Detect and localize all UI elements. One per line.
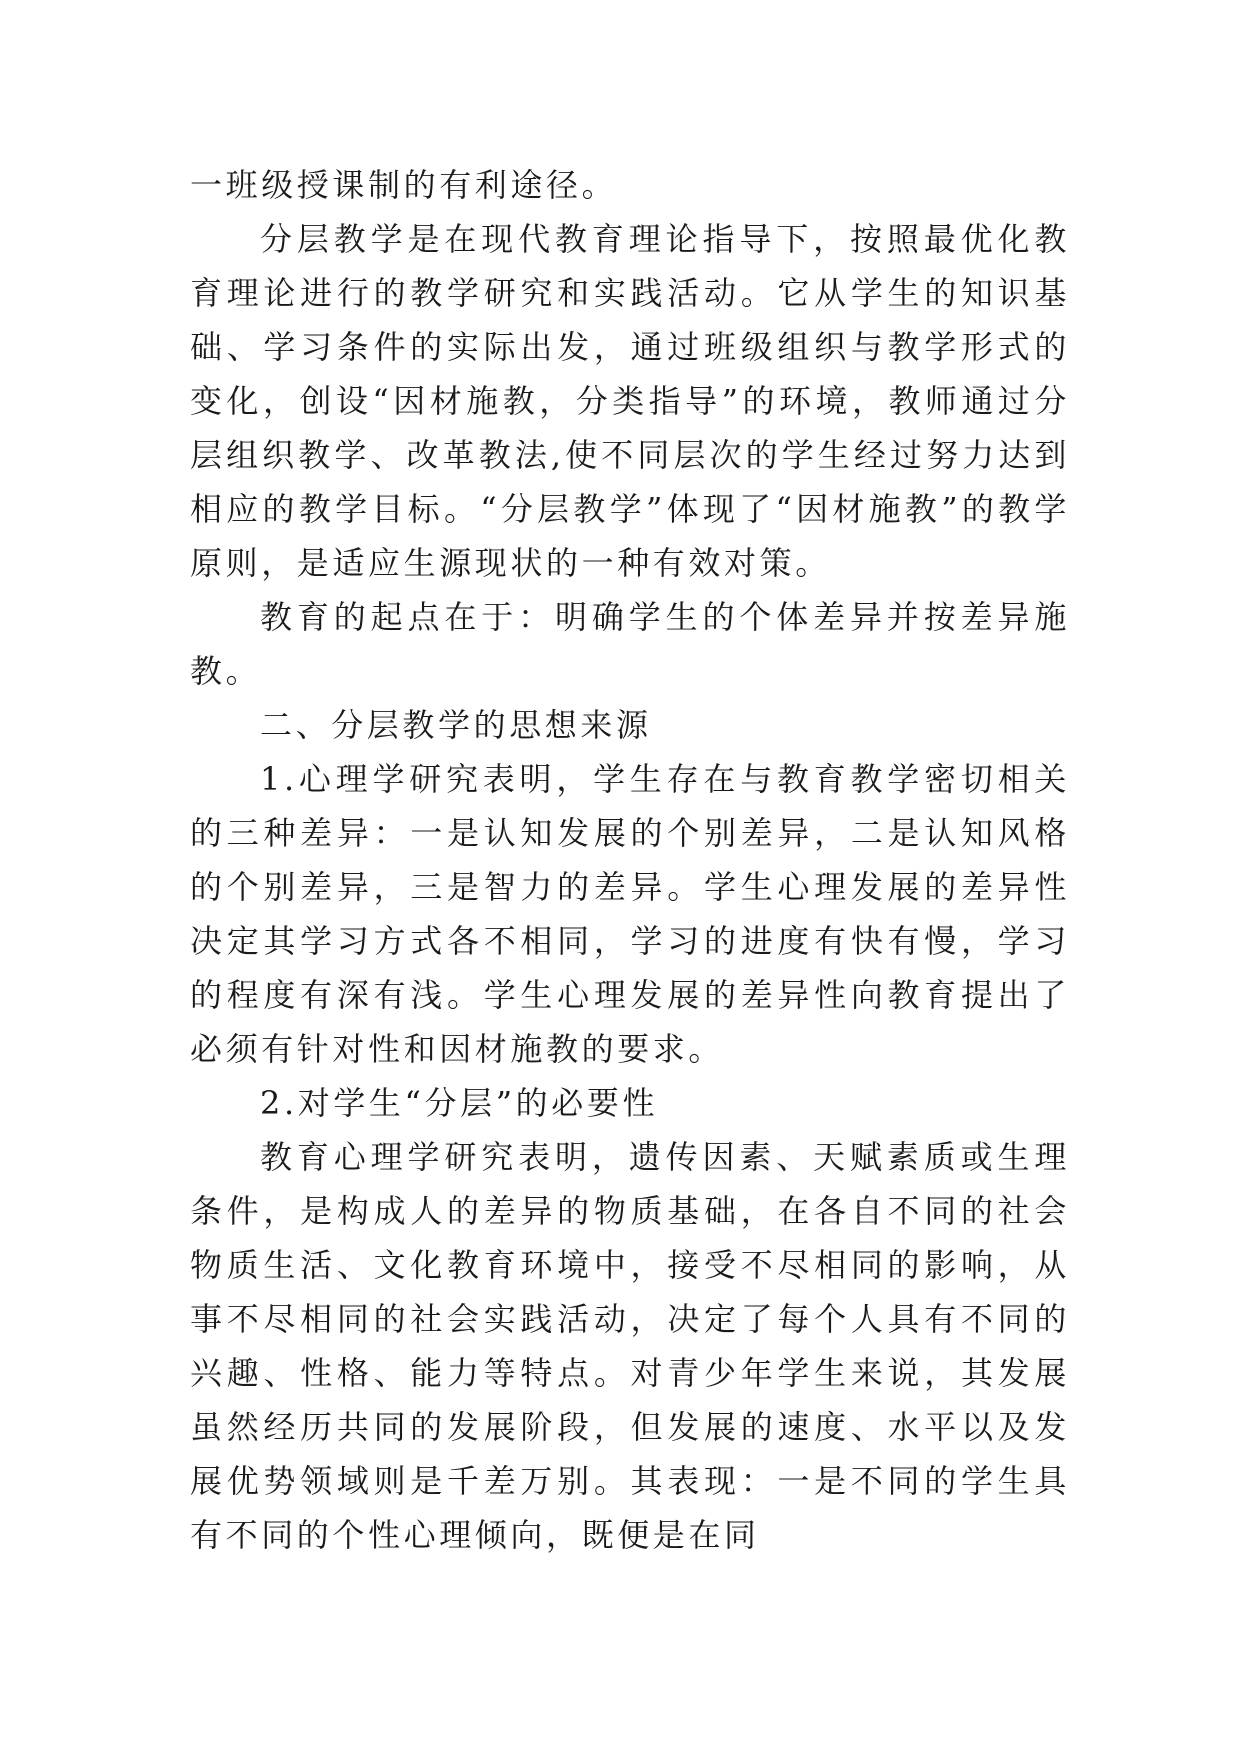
document-body [190,158,1070,1562]
paragraph-starting-point: 教育的起点在于：明确学生的个体差异并按差异施教。 [190,598,1070,690]
paragraph-educational-psychology: 教育心理学研究表明，遗传因素、天赋素质或生理条件，是构成人的差异的物质基础，在各自不同的社会物质生活、文化教育环境中，接受不尽相同的影响，从事不尽相同的社会实践活动，决定了每个人具有不同的兴趣、性格、能力等特点。对青少年学生来说，其发展虽然经历共同的发展阶段，但发展的速度、水平以及发展优势领域则是千差万别。其表现：一是不同的学生具有不同的个性心理倾向，既便是在同 [190,1138,1070,1554]
paragraph-definition: 分层教学是在现代教育理论指导下，按照最优化教育理论进行的教学研究和实践活动。它从学生的知识基础、学习条件的实际出发，通过班级组织与教学形式的变化，创设“因材施教，分类指导”的环境，教师通过分层组织教学、改革教法,使不同层次的学生经过努力达到相应的教学目标。“分层教学”体现了“因材施教”的教学原则，是适应生源现状的一种有效对策。 [190,220,1070,582]
section-heading: 二、分层教学的思想来源 [260,706,652,744]
paragraph-continuation: 一班级授课制的有利途径。 [190,166,618,204]
subsection-heading: 2.对学生“分层”的必要性 [260,1084,659,1122]
paragraph-psychology: 1.心理学研究表明，学生存在与教育教学密切相关的三种差异：一是认知发展的个别差异，二是认知风格的个别差异，三是智力的差异。学生心理发展的差异性决定其学习方式各不相同，学习的进度有快有慢，学习的程度有深有浅。学生心理发展的差异性向教育提出了必须有针对性和因材施教的要求。 [190,760,1070,1068]
